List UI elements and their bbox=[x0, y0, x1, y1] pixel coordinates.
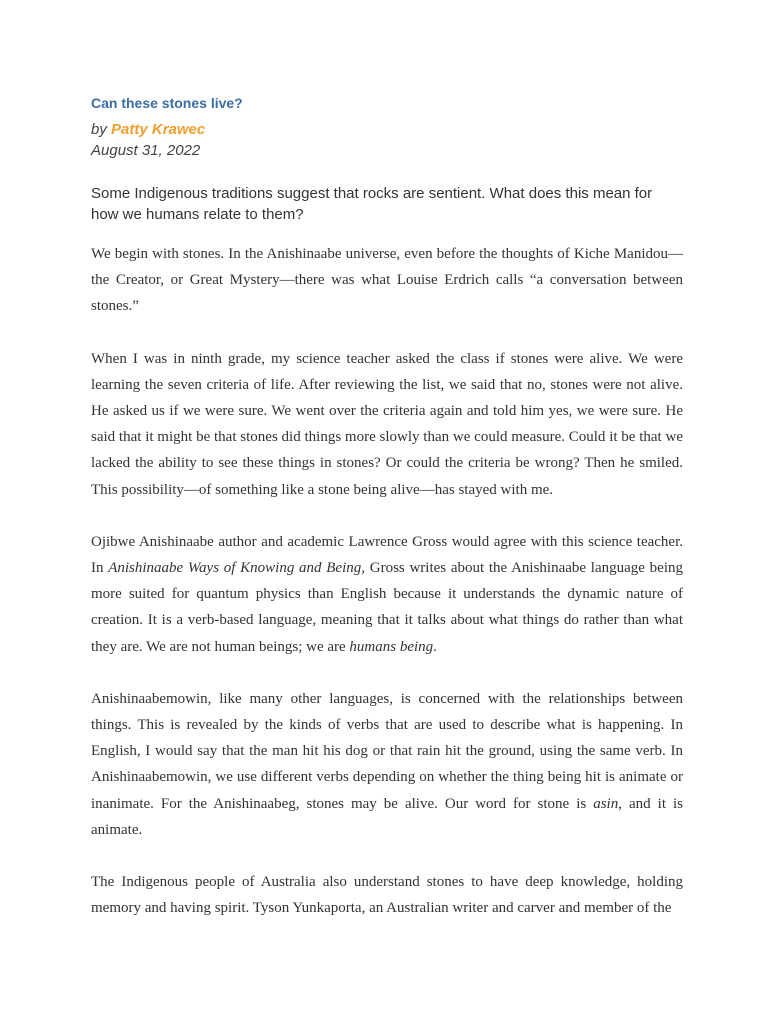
byline-prefix: by bbox=[91, 121, 112, 138]
paragraph-3-text-c: . bbox=[433, 638, 437, 655]
article bbox=[91, 94, 683, 921]
paragraph-4-text-a: Anishinaabemowin, like many other languages, is concerned with the relationships between things. This is revealed by the kinds of verbs that are used to describe what is happening. In English, I would say that the man hit his dog or that rain hit the ground, using the same verb. In Anishinaabemowin, we use different verbs depending on whether the thing being hit is animate or inanimate. For the Anishinaabeg, stones may be alive. Our word for stone is bbox=[91, 690, 683, 812]
publish-date: August 31, 2022 bbox=[91, 142, 201, 159]
emphasis-asin: asin bbox=[593, 795, 619, 812]
emphasis-humans-being: humans being bbox=[349, 638, 434, 655]
paragraph-1: We begin with stones. In the Anishinaabe universe, even before the thoughts of Kiche Manidou—the Creator, or Great Mystery—there was what Louise Erdrich calls “a conversation between stones.” bbox=[91, 246, 683, 315]
author-link[interactable]: Patty Krawec bbox=[111, 121, 206, 138]
article-subtitle: Some Indigenous traditions suggest that rocks are sentient. What does this mean for how we humans relate to them? bbox=[91, 185, 653, 223]
paragraph-4 bbox=[91, 686, 683, 843]
paragraph-5: The Indigenous people of Australia also understand stones to have deep knowledge, holding memory and having spirit. Tyson Yunkaporta, an Australian writer and carver and member of the bbox=[91, 874, 683, 917]
paragraph-3 bbox=[91, 529, 683, 660]
book-title: Anishinaabe Ways of Knowing and Being bbox=[108, 560, 362, 577]
byline bbox=[91, 120, 683, 139]
paragraph-3-text-a: Ojibwe Anishinaabe author and academic Lawrence Gross would agree with this science teacher. In bbox=[91, 533, 683, 577]
paragraph-2: When I was in ninth grade, my science teacher asked the class if stones were alive. We were learning the seven criteria of life. After reviewing the list, we said that no, stones were not alive. He asked us if we were sure. We went over the criteria again and told him yes, we were sure. He said that it might be that stones did things more slowly than we could measure. Could it be that we lacked the ability to see these things in stones? Or could the criteria be wrong? Then he smiled. This possibility—of something like a stone being alive—has stayed with me. bbox=[91, 350, 683, 498]
paragraph-3-text-b: , Gross writes about the Anishinaabe language being more suited for quantum physics than English because it understands the dynamic nature of creation. It is a verb-based language, meaning that it talks about what things do rather than what they are. We are not human beings; we are bbox=[91, 560, 683, 655]
paragraph-4-text-b: , and it is animate. bbox=[91, 795, 683, 838]
article-title: Can these stones live? bbox=[91, 95, 243, 111]
